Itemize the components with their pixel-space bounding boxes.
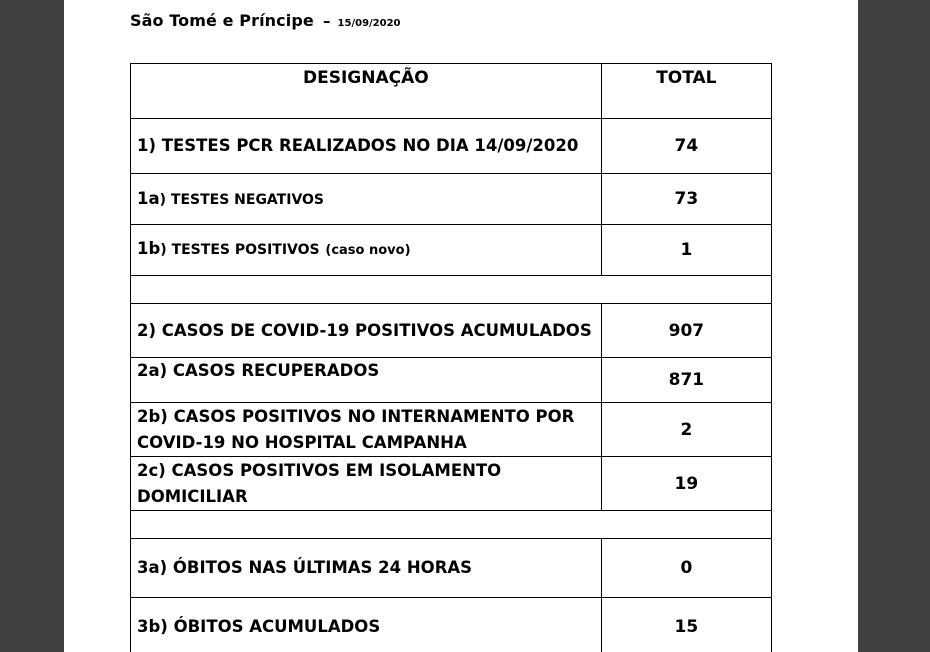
row-label: 2b) CASOS POSITIVOS NO INTERNAMENTO POR COVID-19 NO HOSPITAL CAMPANHA — [131, 403, 602, 457]
table-row — [131, 119, 772, 174]
table-row — [131, 403, 772, 457]
row-prefix: 1a — [137, 188, 160, 208]
column-header-total: TOTAL — [601, 64, 771, 119]
covid-report-table — [130, 63, 772, 652]
spacer-cell — [131, 276, 772, 304]
table-row — [131, 225, 772, 276]
table-row — [131, 539, 772, 598]
row-total: 19 — [601, 457, 771, 511]
header-date: 15/09/2020 — [337, 18, 401, 29]
table-spacer-row — [131, 276, 772, 304]
row-total: 2 — [601, 403, 771, 457]
table-row — [131, 174, 772, 225]
spacer-cell — [131, 511, 772, 539]
table-row — [131, 304, 772, 358]
row-label: 3a) ÓBITOS NAS ÚLTIMAS 24 HORAS — [131, 539, 602, 598]
column-header-designation: DESIGNAÇÃO — [131, 64, 602, 119]
row-note: (caso novo) — [325, 243, 411, 258]
table-header-row — [131, 64, 772, 119]
document-header — [130, 11, 401, 35]
row-prefix: 1b — [137, 239, 161, 258]
header-place: São Tomé e Príncipe — [130, 11, 314, 30]
row-total: 74 — [601, 119, 771, 174]
table-row — [131, 598, 772, 652]
row-label — [131, 174, 602, 225]
row-label: 2c) CASOS POSITIVOS EM ISOLAMENTO DOMICILIAR — [131, 457, 602, 511]
row-label-text: ) TESTES NEGATIVOS — [159, 191, 325, 208]
document-page — [64, 0, 858, 652]
row-total: 907 — [601, 304, 771, 358]
table-row — [131, 358, 772, 403]
header-separator: – — [322, 12, 331, 30]
row-total: 15 — [601, 598, 771, 652]
row-total: 73 — [601, 174, 771, 225]
row-label: 3b) ÓBITOS ACUMULADOS — [131, 598, 602, 652]
table-spacer-row — [131, 511, 772, 539]
row-label — [131, 225, 602, 276]
table-row — [131, 457, 772, 511]
row-label: 2a) CASOS RECUPERADOS — [131, 358, 602, 403]
row-total: 0 — [601, 539, 771, 598]
row-label-text: ) TESTES POSITIVOS — [160, 242, 320, 258]
row-label: 2) CASOS DE COVID-19 POSITIVOS ACUMULADOS — [131, 304, 602, 358]
row-label: 1) TESTES PCR REALIZADOS NO DIA 14/09/2020 — [131, 119, 602, 174]
row-total: 871 — [601, 358, 771, 403]
row-total: 1 — [601, 225, 771, 276]
